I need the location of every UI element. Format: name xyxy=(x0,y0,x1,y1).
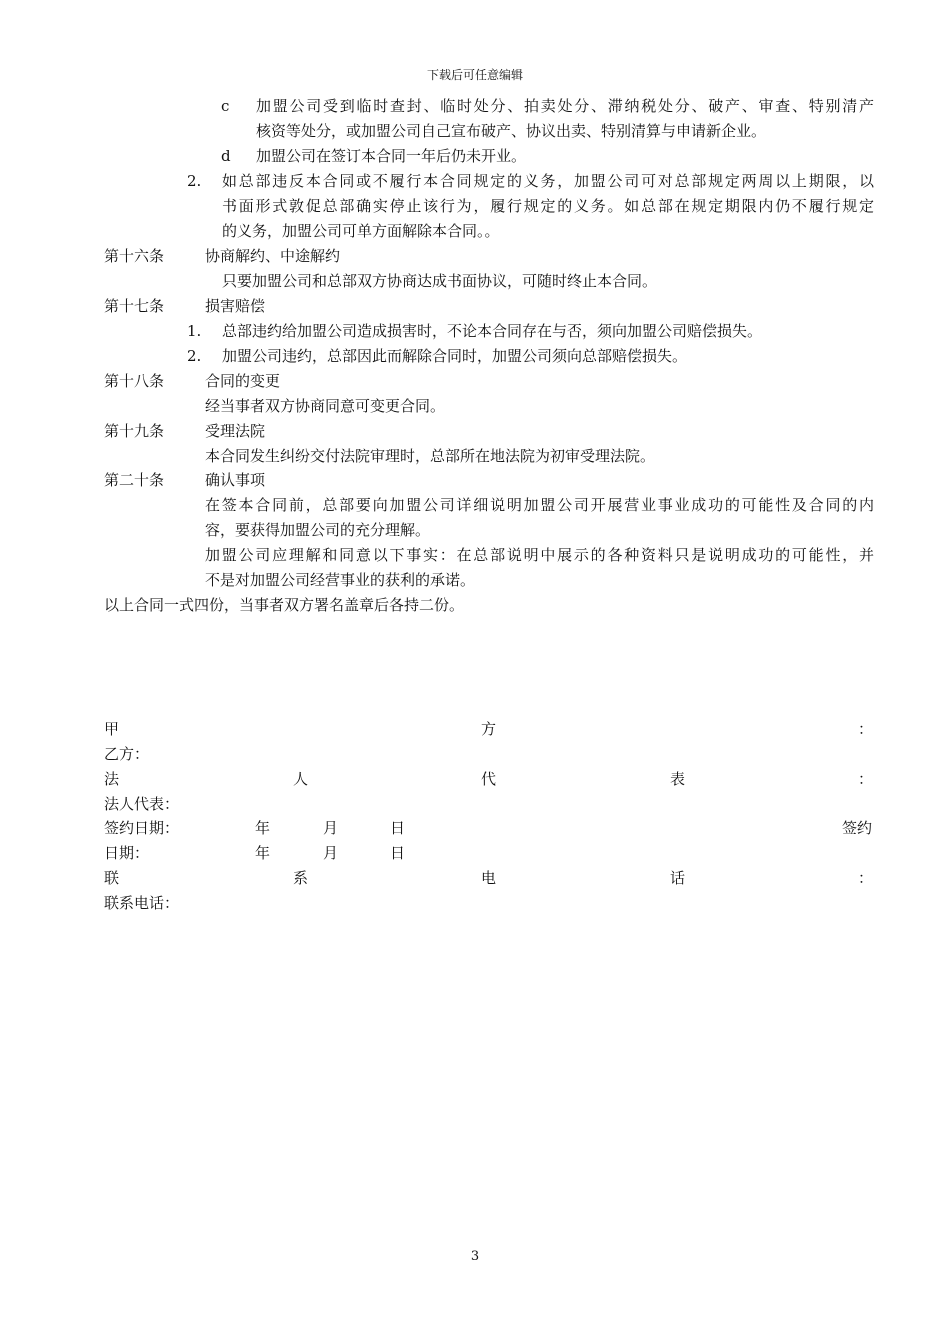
article-18-title: 合同的变更 xyxy=(205,372,281,390)
item-c-line2: 核资等处分，或加盟公司自己宣布破产、协议出卖、特别清算与申请新企业。 xyxy=(256,122,767,140)
item-2-line2: 书面形式敦促总部确实停止该行为，履行规定的义务。如总部在规定期限内仍不履行规定 xyxy=(222,197,874,215)
contact-phone-char-2: 系 xyxy=(293,869,309,887)
item-2-line3: 的义务，加盟公司可单方面解除本合同。。 xyxy=(222,222,500,240)
article-20-number: 第二十条 xyxy=(104,471,165,489)
article-16-title: 协商解约、中途解约 xyxy=(205,247,341,265)
article-16-body: 只要加盟公司和总部双方协商达成书面协议，可随时终止本合同。 xyxy=(222,272,658,290)
sign-date-month-a: 月 xyxy=(323,819,339,837)
legal-rep-char-2: 人 xyxy=(293,770,309,788)
sign-date-label-a: 签约日期： xyxy=(104,819,180,837)
page-number: 3 xyxy=(470,1249,480,1264)
contact-phone-char-1: 联 xyxy=(104,869,120,887)
article-18-number: 第十八条 xyxy=(104,372,165,390)
sign-date-year-a: 年 xyxy=(255,819,271,837)
legal-rep-label: 法人代表： xyxy=(104,795,180,813)
item-c-line1: 加盟公司受到临时查封、临时处分、拍卖处分、滞纳税处分、破产、审查、特别清产 xyxy=(256,97,874,115)
article-17-item1-number: 1. xyxy=(187,322,202,340)
closing-statement: 以上合同一式四份，当事者双方署名盖章后各持二份。 xyxy=(104,596,465,614)
party-a-colon: ： xyxy=(858,720,874,738)
sign-date-label-b-start: 签约 xyxy=(842,819,873,837)
item-2-number: 2. xyxy=(187,172,202,190)
party-a-char-2: 方 xyxy=(481,720,497,738)
article-17-title: 损害赔偿 xyxy=(205,297,266,315)
party-a-char-1: 甲 xyxy=(104,720,120,738)
article-20-title: 确认事项 xyxy=(205,471,266,489)
page-header: 下载后可任意编辑 xyxy=(426,68,523,82)
article-19-body: 本合同发生纠纷交付法院审理时，总部所在地法院为初审受理法院。 xyxy=(205,447,656,465)
contact-phone-char-3: 电 xyxy=(481,869,497,887)
item-c-label: c xyxy=(221,97,230,115)
legal-rep-char-1: 法 xyxy=(104,770,120,788)
article-19-title: 受理法院 xyxy=(205,422,266,440)
article-17-number: 第十七条 xyxy=(104,297,165,315)
article-16-number: 第十六条 xyxy=(104,247,165,265)
sign-date-month-b: 月 xyxy=(323,844,339,862)
article-17-item2: 加盟公司违约，总部因此而解除合同时，加盟公司须向总部赔偿损失。 xyxy=(222,347,688,365)
sign-date-label-b-end: 日期： xyxy=(104,844,150,862)
article-20-p2-line2: 不是对加盟公司经营事业的获利的承诺。 xyxy=(205,571,476,589)
item-2-line1: 如总部违反本合同或不履行本合同规定的义务，加盟公司可对总部规定两周以上期限，以 xyxy=(222,172,874,190)
article-18-body: 经当事者双方协商同意可变更合同。 xyxy=(205,397,446,415)
article-17-item1: 总部违约给加盟公司造成损害时，不论本合同存在与否，须向加盟公司赔偿损失。 xyxy=(222,322,763,340)
sign-date-day-a: 日 xyxy=(390,819,406,837)
legal-rep-char-3: 代 xyxy=(481,770,497,788)
item-d-line1: 加盟公司在签订本合同一年后仍未开业。 xyxy=(256,147,527,165)
sign-date-day-b: 日 xyxy=(390,844,406,862)
contact-phone-char-4: 话 xyxy=(670,869,686,887)
article-17-item2-number: 2. xyxy=(187,347,202,365)
article-20-p2-line1: 加盟公司应理解和同意以下事实：在总部说明中展示的各种资料只是说明成功的可能性，并 xyxy=(205,546,874,564)
contact-phone-label: 联系电话： xyxy=(104,894,180,912)
article-19-number: 第十九条 xyxy=(104,422,165,440)
legal-rep-char-4: 表 xyxy=(670,770,686,788)
sign-date-year-b: 年 xyxy=(255,844,271,862)
party-b-label: 乙方： xyxy=(104,745,150,763)
item-d-label: d xyxy=(221,147,231,165)
article-20-p1-line1: 在签本合同前，总部要向加盟公司详细说明加盟公司开展营业事业成功的可能性及合同的内 xyxy=(205,496,874,514)
contact-phone-colon: ： xyxy=(858,869,874,887)
article-20-p1-line2: 容，要获得加盟公司的充分理解。 xyxy=(205,521,431,539)
legal-rep-colon: ： xyxy=(858,770,874,788)
